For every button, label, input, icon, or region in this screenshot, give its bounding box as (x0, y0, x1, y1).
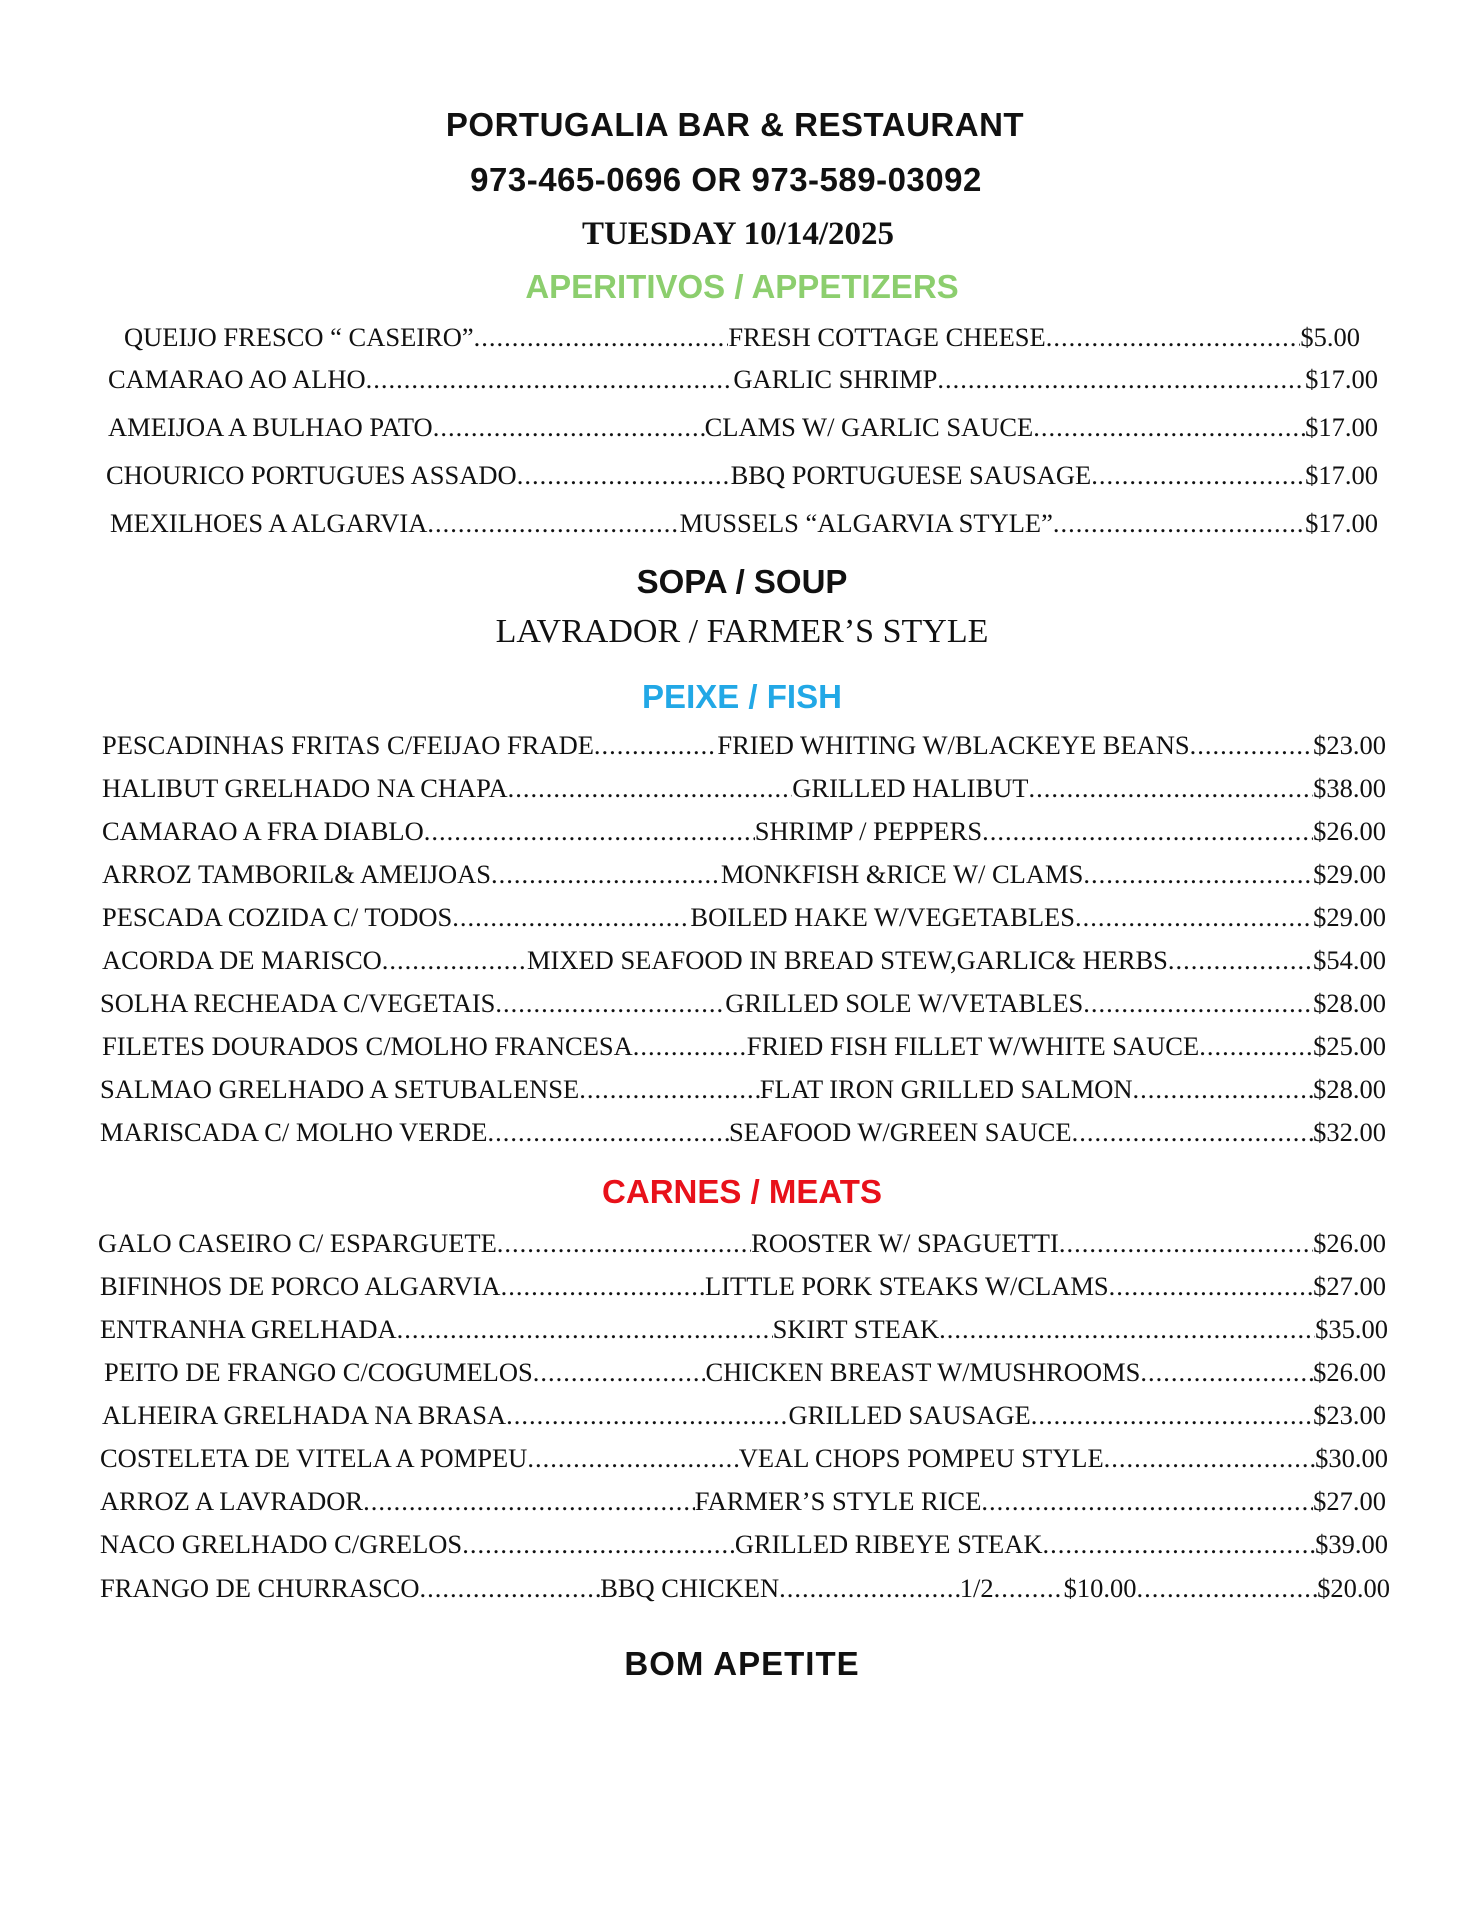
item-name-pt: ENTRANHA GRELHADA (100, 1314, 397, 1344)
leader-dots (517, 458, 731, 492)
item-name-en: CHICKEN BREAST W/MUSHROOMS (705, 1357, 1141, 1387)
fish-heading: PEIXE / FISH (642, 678, 842, 715)
leader-dots (508, 771, 793, 805)
item-price: $23.00 (1313, 730, 1386, 760)
leader-dots (1091, 458, 1305, 492)
menu-item (100, 1484, 1386, 1518)
item-price: $39.00 (1315, 1529, 1388, 1559)
item-name-pt: MARISCADA C/ MOLHO VERDE (100, 1117, 488, 1147)
leader-dots (1083, 986, 1313, 1020)
item-price: $28.00 (1313, 1074, 1386, 1104)
item-name-pt: ARROZ TAMBORIL& AMEIJOAS (102, 859, 492, 889)
item-price: $35.00 (1315, 1314, 1388, 1344)
appetizers-heading: APERITIVOS / APPETIZERS (525, 268, 959, 305)
item-name-en: GARLIC SHRIMP (733, 364, 938, 394)
item-name-en: FRIED FISH FILLET W/WHITE SAUCE (746, 1031, 1200, 1061)
leader-dots (982, 814, 1313, 848)
leader-dots (994, 1571, 1064, 1605)
item-price: $17.00 (1305, 364, 1378, 394)
item-name-pt: CHOURICO PORTUGUES ASSADO (106, 460, 517, 490)
meats-heading: CARNES / MEATS (602, 1173, 882, 1210)
menu-item (100, 1072, 1386, 1106)
menu-item (102, 728, 1386, 762)
leader-dots (433, 410, 705, 444)
leader-dots (1199, 1029, 1313, 1063)
item-name-pt: PESCADINHAS FRITAS C/FEIJAO FRADE (102, 730, 594, 760)
leader-dots (506, 1398, 788, 1432)
menu-item (124, 320, 1360, 354)
item-price: $27.00 (1313, 1486, 1386, 1516)
leader-dots (495, 986, 725, 1020)
item-price: $25.00 (1313, 1031, 1386, 1061)
menu-item (102, 857, 1386, 891)
leader-dots (1029, 771, 1314, 805)
item-price: $29.00 (1313, 859, 1386, 889)
menu-item (102, 1029, 1386, 1063)
item-price: $54.00 (1313, 945, 1386, 975)
item-name-pt: AMEIJOA A BULHAO PATO (108, 412, 433, 442)
item-name-en: MIXED SEAFOOD IN BREAD STEW,GARLIC& HERBS (526, 945, 1168, 975)
leader-dots (1059, 1226, 1313, 1260)
menu-item (102, 900, 1386, 934)
restaurant-title: PORTUGALIA BAR & RESTAURANT (445, 106, 1025, 143)
half-price: $10.00 (1063, 1573, 1137, 1603)
leader-dots (527, 1441, 738, 1475)
leader-dots (497, 1226, 751, 1260)
menu-item (102, 814, 1386, 848)
half-label: 1/2 (959, 1573, 994, 1603)
leader-dots (1133, 1072, 1314, 1106)
item-name-en: GRILLED RIBEYE STEAK (734, 1529, 1043, 1559)
leader-dots (633, 1029, 747, 1063)
item-name-pt: CAMARAO A FRA DIABLO (102, 816, 424, 846)
item-name-en: FARMER’S STYLE RICE (694, 1486, 982, 1516)
menu-item (100, 1312, 1388, 1346)
item-name-en: MONKFISH &RICE W/ CLAMS (720, 859, 1084, 889)
closing-text: BOM APETITE (624, 1645, 860, 1682)
menu-item (100, 1527, 1388, 1561)
menu-item (104, 1355, 1386, 1389)
leader-dots (427, 506, 679, 540)
leader-dots (491, 857, 721, 891)
item-name-pt: PESCADA COZIDA C/ TODOS (102, 902, 453, 932)
item-name-en: FRIED WHITING W/BLACKEYE BEANS (717, 730, 1190, 760)
item-price: $32.00 (1313, 1117, 1386, 1147)
leader-dots (474, 320, 729, 354)
item-price: $26.00 (1313, 1357, 1386, 1387)
menu-item-bbq-chicken (100, 1571, 1390, 1605)
soup-heading: SOPA / SOUP (636, 563, 848, 600)
item-name-pt: CAMARAO AO ALHO (108, 364, 366, 394)
menu-item (100, 986, 1386, 1020)
leader-dots (779, 1571, 960, 1605)
leader-dots (397, 1312, 773, 1346)
item-price: $29.00 (1313, 902, 1386, 932)
item-name-en: LITTLE PORK STEAKS W/CLAMS (705, 1271, 1109, 1301)
leader-dots (981, 1484, 1313, 1518)
phone-numbers: 973-465-0696 OR 973-589-03092 (470, 161, 982, 198)
leader-dots (1168, 943, 1313, 977)
leader-dots (501, 1269, 705, 1303)
item-name-en: VEAL CHOPS POMPEU STYLE (738, 1443, 1104, 1473)
item-name-pt: ACORDA DE MARISCO (102, 945, 382, 975)
leader-dots (1140, 1355, 1313, 1389)
item-name-pt: ALHEIRA GRELHADA NA BRASA (102, 1400, 507, 1430)
item-name-en: CLAMS W/ GARLIC SAUCE (704, 412, 1034, 442)
item-name-pt: MEXILHOES A ALGARVIA (110, 508, 428, 538)
item-name-pt: SOLHA RECHEADA C/VEGETAIS (100, 988, 496, 1018)
item-price: $20.00 (1317, 1573, 1391, 1603)
leader-dots (488, 1115, 730, 1149)
item-name-pt: FILETES DOURADOS C/MOLHO FRANCESA (102, 1031, 633, 1061)
leader-dots (420, 1571, 601, 1605)
item-price: $17.00 (1305, 460, 1378, 490)
menu-date: TUESDAY 10/14/2025 (581, 216, 895, 252)
leader-dots (1031, 1398, 1313, 1432)
item-name-pt: QUEIJO FRESCO “ CASEIRO” (124, 322, 474, 352)
item-price: $23.00 (1313, 1400, 1386, 1430)
leader-dots (462, 1527, 735, 1561)
menu-item (106, 458, 1378, 492)
item-price: $26.00 (1313, 1228, 1386, 1258)
leader-dots (1033, 410, 1305, 444)
leader-dots (1042, 1527, 1315, 1561)
item-name-pt: COSTELETA DE VITELA A POMPEU (100, 1443, 528, 1473)
item-name-en: SEAFOOD W/GREEN SAUCE (729, 1117, 1072, 1147)
leader-dots (452, 900, 690, 934)
item-name-pt: GALO CASEIRO C/ ESPARGUETE (98, 1228, 497, 1258)
leader-dots (1136, 1571, 1317, 1605)
item-name-en: SHRIMP / PEPPERS (754, 816, 983, 846)
leader-dots (579, 1072, 760, 1106)
leader-dots (1046, 320, 1301, 354)
item-name-en: BOILED HAKE W/VEGETABLES (690, 902, 1075, 932)
item-name-en: ROOSTER W/ SPAGUETTI (751, 1228, 1059, 1258)
item-name-en: FLAT IRON GRILLED SALMON (759, 1074, 1133, 1104)
leader-dots (1072, 1115, 1314, 1149)
item-price: $38.00 (1313, 773, 1386, 803)
item-name-pt: SALMAO GRELHADO A SETUBALENSE (100, 1074, 580, 1104)
leader-dots (594, 728, 717, 762)
leader-dots (424, 814, 755, 848)
leader-dots (937, 362, 1305, 396)
item-name-pt: FRANGO DE CHURRASCO (100, 1573, 420, 1603)
item-price: $28.00 (1313, 988, 1386, 1018)
leader-dots (382, 943, 527, 977)
item-price: $27.00 (1313, 1271, 1386, 1301)
leader-dots (1053, 506, 1305, 540)
item-name-pt: BIFINHOS DE PORCO ALGARVIA (100, 1271, 501, 1301)
leader-dots (366, 362, 734, 396)
item-price: $17.00 (1305, 508, 1378, 538)
menu-item (102, 1398, 1386, 1432)
menu-item (108, 362, 1378, 396)
menu-item (100, 1115, 1386, 1149)
item-name-en: SKIRT STEAK (772, 1314, 940, 1344)
soup-of-day: LAVRADOR / FARMER’S STYLE (495, 613, 989, 650)
item-name-en: BBQ CHICKEN (600, 1573, 780, 1603)
menu-item (98, 1226, 1386, 1260)
menu-item (102, 943, 1386, 977)
item-name-en: GRILLED SOLE W/VETABLES (725, 988, 1084, 1018)
leader-dots (1109, 1269, 1313, 1303)
leader-dots (1104, 1441, 1315, 1475)
item-price: $17.00 (1305, 412, 1378, 442)
item-name-pt: NACO GRELHADO C/GRELOS (100, 1529, 463, 1559)
leader-dots (1075, 900, 1313, 934)
item-name-en: BBQ PORTUGUESE SAUSAGE (730, 460, 1092, 490)
item-name-pt: ARROZ A LAVRADOR (100, 1486, 364, 1516)
item-price: $30.00 (1315, 1443, 1388, 1473)
menu-item (108, 410, 1378, 444)
menu-item (100, 1269, 1386, 1303)
item-name-en: GRILLED HALIBUT (792, 773, 1029, 803)
menu-item (110, 506, 1378, 540)
menu-item (102, 771, 1386, 805)
item-price: $5.00 (1300, 322, 1360, 352)
leader-dots (939, 1312, 1315, 1346)
item-price: $26.00 (1313, 816, 1386, 846)
item-name-en: GRILLED SAUSAGE (788, 1400, 1031, 1430)
menu-item (100, 1441, 1388, 1475)
leader-dots (533, 1355, 706, 1389)
item-name-pt: HALIBUT GRELHADO NA CHAPA (102, 773, 508, 803)
item-name-pt: PEITO DE FRANGO C/COGUMELOS (104, 1357, 533, 1387)
leader-dots (1190, 728, 1313, 762)
leader-dots (1083, 857, 1313, 891)
item-name-en: MUSSELS “ALGARVIA STYLE” (679, 508, 1053, 538)
leader-dots (363, 1484, 695, 1518)
item-name-en: FRESH COTTAGE CHEESE (728, 322, 1046, 352)
